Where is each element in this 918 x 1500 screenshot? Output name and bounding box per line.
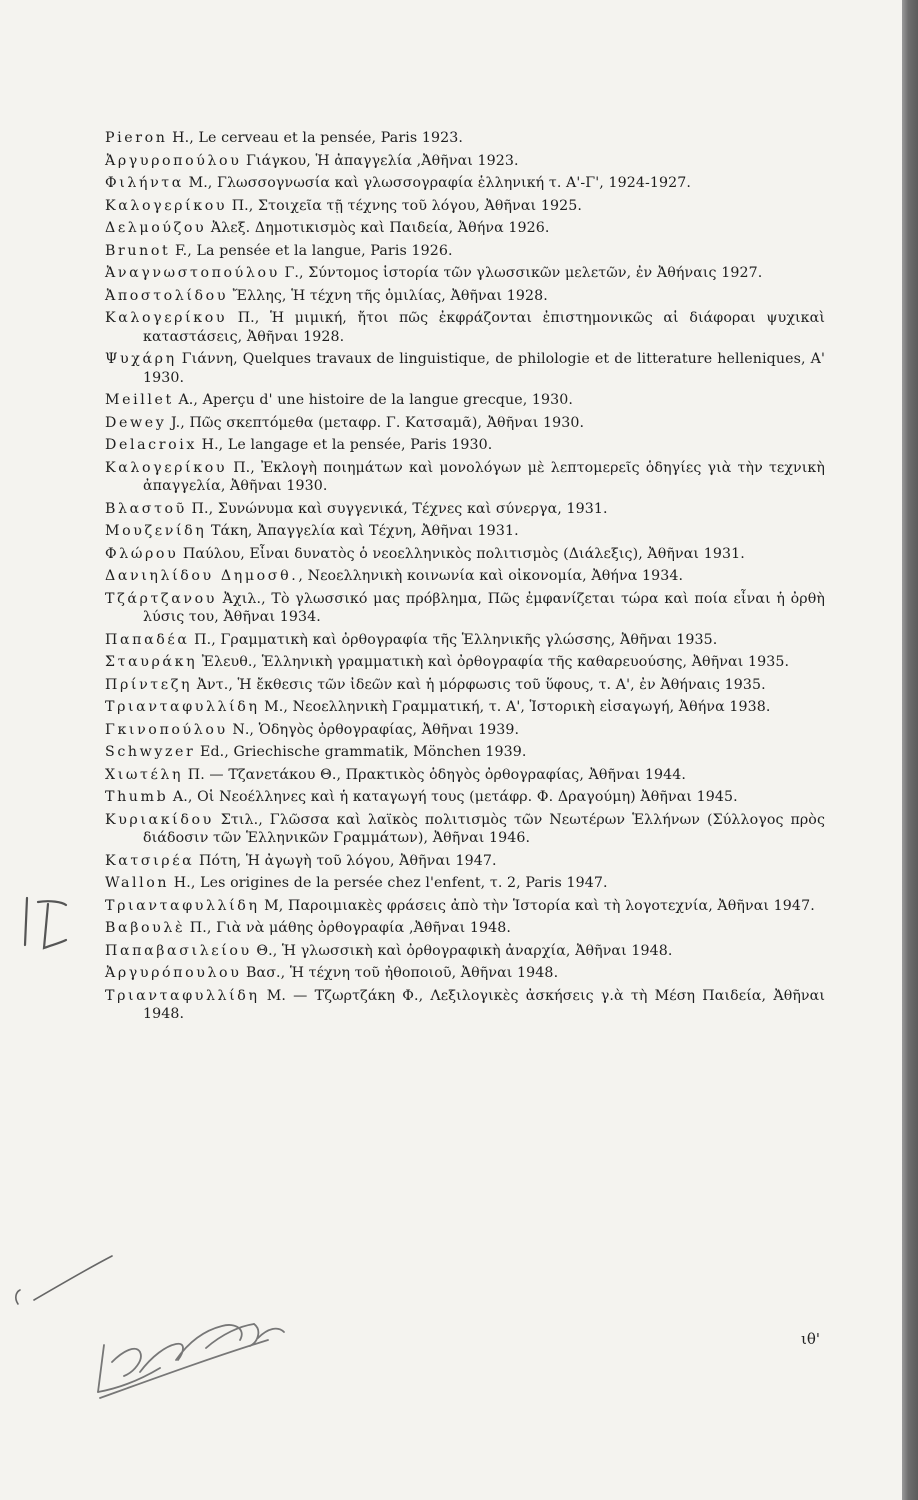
- entry-author: Καλογερίκου: [105, 197, 228, 214]
- bibliography-entry: [105, 152, 825, 171]
- entry-author: Ἀποστολίδου: [105, 287, 229, 304]
- entry-details: Π., Στοιχεῖα τῇ τέχνης τοῦ λόγου, Ἀθῆναι 1925.: [227, 197, 582, 214]
- entry-details: Ed., Griechische grammatik, Mönchen 1939.: [195, 744, 527, 760]
- entry-author: Thumb: [105, 789, 169, 805]
- signature-scrawl: [98, 1324, 284, 1398]
- entry-details: Ἀχιλ., Τὸ γλωσσικό μας πρόβλημα, Πῶς ἐμφανίζεται τώρα καὶ ποία εἶναι ἡ ὀρθὴ λύσις του, Ἀθῆναι 1934.: [143, 590, 825, 625]
- entry-author: Χιωτέλη: [105, 766, 184, 783]
- entry-author: Παπαβασιλείου: [105, 942, 252, 959]
- entry-details: Θ., Ἡ γλωσσικὴ καὶ ὀρθογραφικὴ ἀναρχία, Ἀθῆναι 1948.: [251, 942, 673, 959]
- bibliography-entry: [105, 653, 825, 672]
- entry-author: Dewey: [105, 414, 167, 431]
- bibliography-entry: [105, 459, 825, 496]
- entry-details: A., Aperçu d' une histoire de la langue grecque, 1930.: [173, 392, 574, 408]
- entry-details: H., Le cerveau et la pensée, Paris 1923.: [167, 130, 463, 146]
- entry-author: Γκινοπούλου: [105, 721, 228, 738]
- bibliography-entry: [105, 522, 825, 541]
- scan-edge: [902, 0, 918, 1500]
- entry-details: Βασ., Ἡ τέχνη τοῦ ἠθοποιοῦ, Ἀθῆναι 1948.: [241, 965, 559, 981]
- entry-author: Pieron: [105, 130, 168, 146]
- entry-author: Παπαδέα: [105, 631, 190, 648]
- entry-details: F., La pensée et la langue, Paris 1926.: [170, 242, 453, 259]
- entry-details: Ἐλευθ., Ἑλληνικὴ γραμματικὴ καὶ ὀρθογραφία τῆς καθαρευούσης, Ἀθῆναι 1935.: [197, 654, 790, 670]
- bibliography-entry: [105, 590, 825, 627]
- bibliography-entry: [105, 811, 825, 848]
- entry-details: Στιλ., Γλῶσσα καὶ λαϊκὸς πολιτισμὸς τῶν Νεωτέρων Ἑλλήνων (Σύλλογος πρὸς διάδοσιν τῶν Ἑλληνικῶν Γραμμάτων), Ἀθῆναι 1946.: [143, 811, 825, 846]
- entry-details: Γ., Σύντομος ἱστορία τῶν γλωσσικῶν μελετῶν, ἐν Ἀθήναις 1927.: [279, 265, 763, 281]
- entry-author: Βλαστοῦ: [105, 500, 187, 517]
- bibliography-entry: [105, 721, 825, 740]
- entry-details: Ἔλλης, Ἡ τέχνη τῆς ὁμιλίας, Ἀθῆναι 1928.: [228, 287, 548, 304]
- bibliography-entry: [105, 788, 825, 807]
- entry-author: Τριανταφυλλίδη: [105, 897, 260, 914]
- entry-details: Π., Συνώνυμα καὶ συγγενικά, Τέχνες καὶ σύνεργα, 1931.: [186, 500, 608, 517]
- entry-author: Καλογερίκου: [105, 310, 228, 326]
- entry-author: Δανιηλίδου Δημοσθ.: [105, 568, 299, 584]
- bibliography-entry: [105, 264, 825, 283]
- entry-author: Φιλήντα: [105, 175, 184, 191]
- bibliography-entry: [105, 436, 825, 455]
- entry-details: Παύλου, Εἶναι δυνατὸς ὁ νεοελληνικὸς πολιτισμὸς (Διάλεξις), Ἀθῆναι 1931.: [178, 545, 745, 562]
- entry-details: Ἀντ., Ἡ ἔκθεσις τῶν ἰδεῶν καὶ ἡ μόρφωσις τοῦ ὕφους, τ. Α', ἐν Ἀθήναις 1935.: [192, 676, 766, 693]
- bibliography-entry: [105, 567, 825, 586]
- entry-author: Πρίντεζη: [105, 676, 193, 693]
- entry-author: Ἀναγνωστοπούλου: [105, 265, 280, 281]
- pencil-hook: [16, 1290, 20, 1304]
- entry-author: Βαβουλὲ: [105, 920, 186, 936]
- entry-details: Γιάγκου, Ἡ ἀπαγγελία ,Ἀθῆναι 1923.: [241, 152, 519, 169]
- entry-author: Σταυράκη: [105, 654, 198, 670]
- bibliography-entry: [105, 698, 825, 717]
- entry-author: Meillet: [105, 392, 174, 408]
- bibliography-entry: [105, 219, 825, 238]
- entry-details: Ν., Ὁδηγὸς ὀρθογραφίας, Ἀθῆναι 1939.: [227, 721, 520, 738]
- entry-author: Κυριακίδου: [105, 811, 214, 828]
- entry-author: Ἀργυρόπουλου: [105, 965, 242, 981]
- bibliography-entry: [105, 897, 825, 916]
- entry-author: Ἀργυροπούλου: [105, 152, 242, 169]
- bibliography-entry: [105, 942, 825, 961]
- entry-details: Ἀλεξ. Δημοτικισμὸς καὶ Παιδεία, Ἀθήνα 1926.: [206, 220, 550, 236]
- entry-author: Wallon: [105, 875, 170, 891]
- bibliography-entry: [105, 766, 825, 785]
- entry-author: Φλώρου: [105, 545, 179, 562]
- bibliography-entry: [105, 129, 825, 148]
- bibliography-entry: [105, 197, 825, 216]
- entry-details: H., Le langage et la pensée, Paris 1930.: [196, 437, 493, 453]
- entry-author: Κατσιρέα: [105, 852, 195, 869]
- entry-author: Schwyzer: [105, 744, 196, 760]
- entry-author: Καλογερίκου: [105, 459, 228, 476]
- entry-details: , Νεοελληνικὴ κοινωνία καὶ οἰκονομία, Ἀθήνα 1934.: [298, 568, 684, 584]
- bibliography-entry: [105, 174, 825, 193]
- entry-details: Π., Ἐκλογὴ ποιημάτων καὶ μονολόγων μὲ λεπτομερεῖς ὁδηγίες γιὰ τὴν τεχνικὴ ἀπαγγελία, Ἀθῆναι 1930.: [143, 459, 825, 494]
- bibliography-entry: [105, 414, 825, 433]
- entry-details: Τάκη, Ἀπαγγελία καὶ Τέχνη, Ἀθῆναι 1931.: [206, 523, 519, 539]
- bibliography-entry: [105, 500, 825, 519]
- page-number: ιθ': [800, 1330, 820, 1348]
- bibliography-entry: [105, 919, 825, 938]
- entry-details: Μ., Γλωσσογνωσία καὶ γλωσσογραφία ἑλληνική τ. Α'-Γ', 1924-1927.: [183, 175, 691, 191]
- bibliography-entry: [105, 852, 825, 871]
- entry-author: Ψυχάρη: [105, 351, 177, 367]
- entry-details: Π. — Τζανετάκου Θ., Πρακτικὸς ὁδηγὸς ὀρθογραφίας, Ἀθῆναι 1944.: [183, 766, 686, 783]
- bibliography-entry: [105, 631, 825, 650]
- entry-details: Μ., Νεοελληνικὴ Γραμματική, τ. Α', Ἱστορικὴ εἰσαγωγή, Ἀθήνα 1938.: [259, 699, 771, 715]
- entry-details: Πότη, Ἡ ἀγωγὴ τοῦ λόγου, Ἀθῆναι 1947.: [194, 852, 497, 869]
- entry-details: Μ, Παροιμιακὲς φράσεις ἀπὸ τὴν Ἱστορία καὶ τὴ λογοτεχνία, Ἀθῆναι 1947.: [259, 897, 815, 914]
- bibliography-entry: [105, 676, 825, 695]
- bibliography-list: [105, 129, 825, 1028]
- bibliography-entry: [105, 287, 825, 306]
- bibliography-entry: [105, 743, 825, 762]
- entry-details: Γιάννη, Quelques travaux de linguistique, de philologie et de litterature helleniques, Α' 1930.: [143, 351, 825, 386]
- entry-author: Μουζενίδη: [105, 523, 207, 539]
- bibliography-entry: [105, 391, 825, 410]
- entry-details: Μ. — Τζωρτζάκη Φ., Λεξιλογικὲς ἀσκήσεις γ.ὰ τὴ Μέση Παιδεία, Ἀθῆναι 1948.: [143, 987, 825, 1022]
- bibliography-entry: [105, 350, 825, 387]
- margin-note-mark: [25, 898, 66, 948]
- bibliography-entry: [105, 987, 825, 1024]
- bibliography-entry: [105, 874, 825, 893]
- entry-details: J., Πῶς σκεπτόμεθα (μεταφρ. Γ. Κατσαμᾶ), Ἀθῆναι 1930.: [166, 414, 585, 431]
- bibliography-entry: [105, 964, 825, 983]
- entry-details: Π., Γραμματικὴ καὶ ὀρθογραφία τῆς Ἑλληνικῆς γλώσσης, Ἀθῆναι 1935.: [189, 631, 718, 648]
- entry-author: Delacroix: [105, 437, 197, 453]
- entry-details: Π., Γιὰ νὰ μάθης ὀρθογραφία ,Ἀθῆναι 1948.: [185, 920, 511, 936]
- bibliography-entry: [105, 309, 825, 346]
- entry-author: Τριανταφυλλίδη: [105, 699, 260, 715]
- entry-author: Δελμούζου: [105, 220, 207, 236]
- entry-details: A., Οἱ Νεοέλληνες καὶ ἡ καταγωγή τους (μετάφρ. Φ. Δραγούμη) Ἀθῆναι 1945.: [168, 789, 738, 805]
- pencil-stroke: [34, 1256, 112, 1300]
- entry-author: Τριανταφυλλίδη: [105, 987, 260, 1004]
- entry-author: Τζάρτζανου: [105, 590, 217, 607]
- entry-details: Π., Ἡ μιμική, ἤτοι πῶς ἐκφράζονται ἐπιστημονικῶς αἱ διάφοραι ψυχικαὶ καταστάσεις, Ἀθῆναι 1928.: [143, 310, 825, 345]
- bibliography-entry: [105, 545, 825, 564]
- entry-details: H., Les origines de la persée chez l'enfent, τ. 2, Paris 1947.: [169, 875, 608, 891]
- bibliography-entry: [105, 242, 825, 261]
- entry-author: Brunot: [105, 242, 171, 259]
